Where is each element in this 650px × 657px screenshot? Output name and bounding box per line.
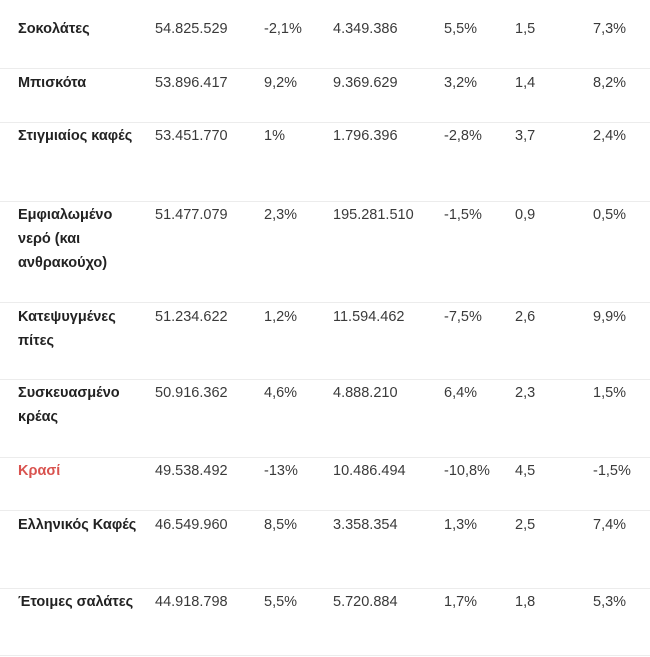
table-row-instant-coffee: [0, 124, 650, 202]
ratio-cell: 1,5: [515, 21, 536, 37]
product-name-highlighted: Κρασί: [18, 463, 61, 479]
ratio-cell: 2,3: [515, 385, 536, 401]
change-cell: 6,4%: [444, 385, 478, 401]
product-name: Έτοιμες σαλάτες: [18, 594, 134, 610]
table-row-bottled-water: [0, 203, 650, 303]
value-cell: 3.358.354: [333, 517, 398, 533]
change-cell: -10,8%: [444, 463, 490, 479]
product-name: Συσκευασμένο κρέας: [18, 385, 120, 425]
change-cell: -2,8%: [444, 128, 482, 144]
ratio-cell: 1,4: [515, 75, 536, 91]
table-row-wine: [0, 459, 650, 511]
value-cell: 46.549.960: [155, 517, 228, 533]
value-cell: 49.538.492: [155, 463, 228, 479]
share-cell: 9,9%: [593, 309, 627, 325]
change-cell: 5,5%: [264, 594, 298, 610]
product-name: Σοκολάτες: [18, 21, 90, 37]
value-cell: 54.825.529: [155, 21, 228, 37]
value-cell: 11.594.462: [333, 309, 405, 325]
change-cell: -13%: [264, 463, 298, 479]
table-row-frozen-pies: [0, 305, 650, 380]
table-row-chocolates: [0, 17, 650, 69]
share-cell: -1,5%: [593, 463, 631, 479]
change-cell: 5,5%: [444, 21, 478, 37]
share-cell: 8,2%: [593, 75, 627, 91]
value-cell: 44.918.798: [155, 594, 228, 610]
value-cell: 51.477.079: [155, 207, 228, 223]
ratio-cell: 0,9: [515, 207, 536, 223]
ratio-cell: 3,7: [515, 128, 536, 144]
change-cell: 4,6%: [264, 385, 298, 401]
value-cell: 195.281.510: [333, 207, 414, 223]
ratio-cell: 2,6: [515, 309, 536, 325]
change-cell: 1,7%: [444, 594, 478, 610]
share-cell: 1,5%: [593, 385, 627, 401]
change-cell: 8,5%: [264, 517, 298, 533]
change-cell: -7,5%: [444, 309, 482, 325]
value-cell: 53.451.770: [155, 128, 228, 144]
change-cell: 9,2%: [264, 75, 298, 91]
change-cell: 2,3%: [264, 207, 298, 223]
value-cell: 10.486.494: [333, 463, 406, 479]
change-cell: 1,2%: [264, 309, 298, 325]
product-name: Μπισκότα: [18, 75, 87, 91]
change-cell: 3,2%: [444, 75, 478, 91]
table-row-greek-coffee: [0, 513, 650, 589]
table-row-ready-salads: [0, 590, 650, 656]
ratio-cell: 2,5: [515, 517, 536, 533]
value-cell: 4.349.386: [333, 21, 398, 37]
change-cell: -2,1%: [264, 21, 302, 37]
ratio-cell: 4,5: [515, 463, 536, 479]
share-cell: 7,4%: [593, 517, 627, 533]
table-row-biscuits: [0, 71, 650, 123]
change-cell: -1,5%: [444, 207, 482, 223]
share-cell: 2,4%: [593, 128, 627, 144]
share-cell: 0,5%: [593, 207, 627, 223]
value-cell: 5.720.884: [333, 594, 398, 610]
product-name: Εμφιαλωμένο νερό (και ανθρακούχο): [18, 207, 113, 271]
value-cell: 50.916.362: [155, 385, 228, 401]
table-row-packaged-meat: [0, 381, 650, 458]
product-name: Κατεψυγμένες πίτες: [18, 309, 116, 349]
value-cell: 1.796.396: [333, 128, 398, 144]
product-name: Στιγμιαίος καφές: [18, 128, 133, 144]
product-name: Ελληνικός Καφές: [18, 517, 137, 533]
value-cell: 53.896.417: [155, 75, 228, 91]
value-cell: 4.888.210: [333, 385, 398, 401]
value-cell: 51.234.622: [155, 309, 228, 325]
ratio-cell: 1,8: [515, 594, 536, 610]
value-cell: 9.369.629: [333, 75, 398, 91]
change-cell: 1,3%: [444, 517, 478, 533]
share-cell: 5,3%: [593, 594, 627, 610]
change-cell: 1%: [264, 128, 285, 144]
share-cell: 7,3%: [593, 21, 627, 37]
